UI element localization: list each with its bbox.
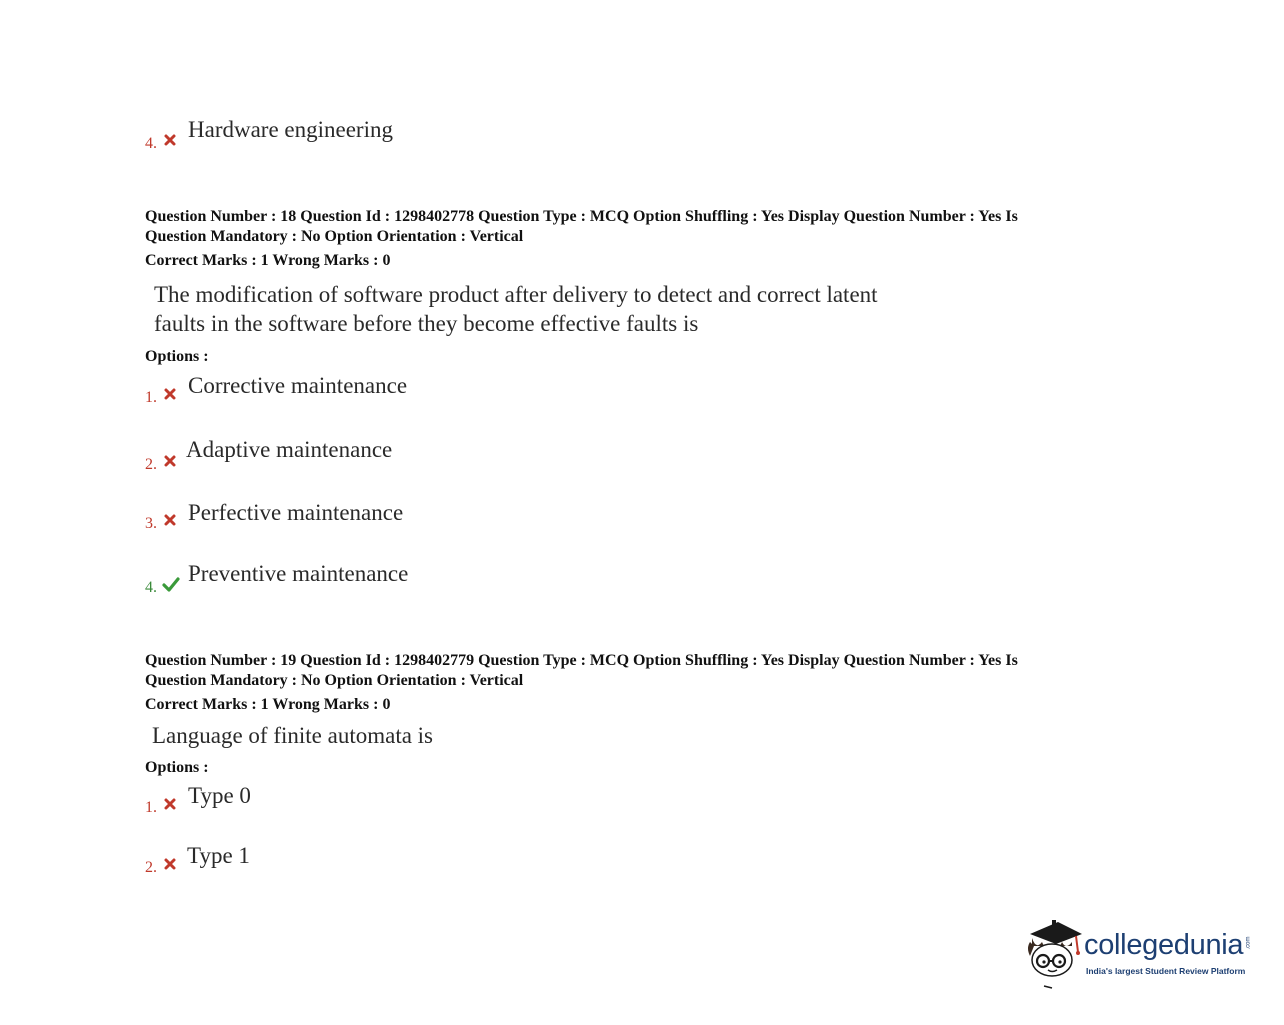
wrong-cross-icon [163,857,177,871]
option-number: 4. [145,579,157,596]
logo-tagline: India's largest Student Review Platform [1086,966,1246,976]
question-marks: Correct Marks : 1 Wrong Marks : 0 [145,252,391,269]
wrong-cross-icon [163,454,177,468]
option-text: Corrective maintenance [188,373,408,398]
question-meta: Question Mandatory : No Option Orientation : Vertical [145,228,524,245]
wrong-cross-icon [163,387,177,401]
question-text: The modification of software product after delivery to detect and correct latent [154,282,878,307]
option-text: Preventive maintenance [188,561,409,586]
wrong-cross-icon [163,513,177,527]
options-label: Options : [145,348,209,365]
option-number: 3. [145,515,157,532]
option-text: Type 1 [187,843,250,868]
question-meta: Question Number : 19 Question Id : 1298402779 Question Type : MCQ Option Shuffling : Yes Display Question Number : Yes Is [145,652,1018,669]
correct-check-icon [162,576,180,592]
question-meta: Question Mandatory : No Option Orientation : Vertical [145,672,524,689]
question-meta: Question Number : 18 Question Id : 1298402778 Question Type : MCQ Option Shuffling : Yes Display Question Number : Yes Is [145,208,1018,225]
question-marks: Correct Marks : 1 Wrong Marks : 0 [145,696,391,713]
logo-suffix: .com [1245,936,1252,950]
question-text: faults in the software before they become effective faults is [154,311,699,336]
mascot-icon [1024,916,1086,992]
logo-wordmark: collegedunia [1084,929,1244,961]
option-text: Perfective maintenance [188,500,404,525]
options-label: Options : [145,759,209,776]
question-text: Language of finite automata is [152,723,434,748]
option-number: 2. [145,859,157,876]
option-number: 1. [145,389,157,406]
option-number: 4. [145,135,157,152]
collegedunia-logo [1024,916,1256,992]
wrong-cross-icon [163,133,177,147]
option-number: 1. [145,799,157,816]
option-text: Adaptive maintenance [186,437,393,462]
option-text: Hardware engineering [188,117,393,142]
option-text: Type 0 [188,783,251,808]
option-number: 2. [145,456,157,473]
wrong-cross-icon [163,797,177,811]
